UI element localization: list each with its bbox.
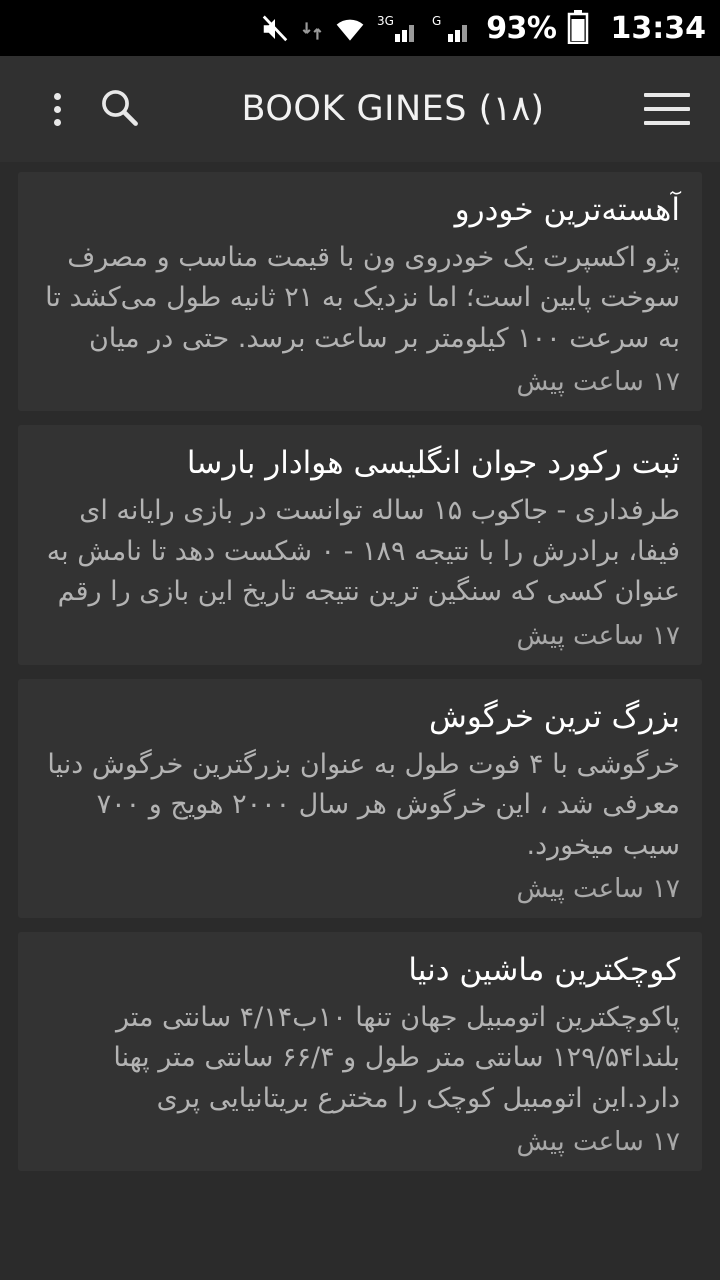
app-bar [0,56,720,162]
svg-text:3G: 3G [377,14,395,28]
mute-icon [260,12,290,44]
list-item-title: آهسته‌ترین خودرو [454,192,680,228]
list-item-time: ۱۷ ساعت پیش [516,367,680,398]
search-icon [98,86,140,132]
hamburger-icon [644,93,690,125]
status-bar-icons [260,11,706,46]
list-item-title: ثبت رکورد جوان انگلیسی هوادار بارسا [186,445,680,482]
status-bar [0,0,720,56]
battery-percent-label: 93% [486,10,557,46]
list-item[interactable] [18,932,702,1171]
list-item-body: پژو اکسپرت یک خودروی ون با قیمت مناسب و مصرف سوخت پایین است؛ اما نزدیک به ۲۱ ثانیه طول می‌کشد تا به سرعت ۱۰۰ کیلومتر بر ساعت برسد. حتی در میان [45,241,680,354]
clock-label: 13:34 [610,10,706,46]
list-item[interactable] [18,679,702,918]
list-item-time: ۱۷ ساعت پیش [516,1127,680,1158]
wifi-icon [334,12,366,44]
signal-g-icon [430,12,474,44]
list-item-body: طرفداری - جاکوب ۱۵ ساله توانست در بازی رایانه ای فیفا، برادرش را با نتیجه ۱۸۹ - ۰ شکست دهد تا نامش به عنوان کسی که سنگین ترین نتیجه تاریخ این بازی را رقم [46,495,680,608]
list-item-title: بزرگ ترین خرگوش [429,698,680,735]
list-item[interactable] [18,172,702,411]
battery-icon [566,12,590,44]
overflow-menu-button[interactable] [26,78,88,140]
list-item-time: ۱۷ ساعت پیش [516,874,680,905]
sync-icon [299,12,325,44]
overflow-menu-icon [54,93,61,126]
search-button[interactable] [88,78,150,140]
svg-text:G: G [432,14,442,28]
list-item-body: پاکوچکترین اتومبیل جهان تنها ۱۰ب۴/۱۴ سانتی متر بلندا۱۲۹/۵۴ سانتی متر طول و ۶۶/۴ سانتی متر پهنا دارد.این اتومبیل کوچک را مخترع بریتانیایی پری [113,1001,680,1114]
list-item-time: ۱۷ ساعت پیش [516,620,680,651]
drawer-button[interactable] [636,78,698,140]
signal-3g-icon [375,12,421,44]
list-item-body: خرگوشی با ۴ فوت طول به عنوان بزرگترین خرگوش دنیا معرفی شد ، این خرگوش هر سال ۲۰۰۰ هویج و ۷۰۰ سیب میخورد. [47,748,680,861]
list-item[interactable] [18,425,702,664]
list-item-title: کوچکترین ماشین دنیا [408,952,680,989]
page-title: BOOK GINES (۱۸) [241,89,545,129]
news-list[interactable] [0,162,720,1280]
